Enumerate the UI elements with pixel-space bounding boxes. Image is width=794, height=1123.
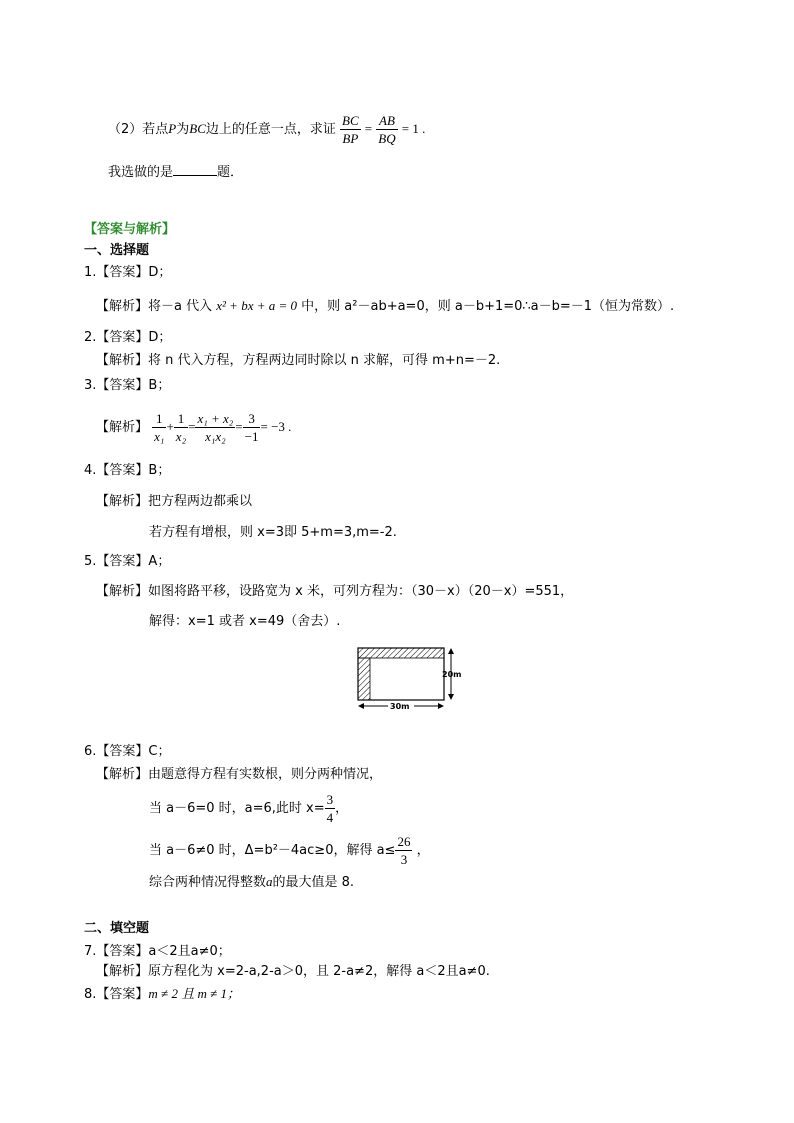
analysis-7: 【解析】原方程化为 x=2-a,2-a＞0，且 2-a≠2，解得 a＜2且a≠0.	[96, 964, 490, 979]
fraction-bc-bp: $\frac{BC}{BP}$	[342, 113, 359, 146]
analysis-6-case1: 当 a－6=0 时，a=6,此时 x= $\frac{3}{4}$ ，	[149, 792, 349, 825]
analysis-6-conclusion: 综合两种情况得整数a的最大值是 8.	[149, 874, 355, 890]
arrow-right-icon	[438, 703, 444, 709]
section-heading-fill: 二、填空题	[84, 921, 150, 936]
answer-5: 5.【答案】A；	[84, 554, 171, 569]
analysis-3: 【解析】 $\frac{1}{\text{x₁}}$ + $\frac{1}{\text{x₂}}$ = $\frac{\text{x₁ + x₂}}{\text{x₁x₂}}$ = $\frac{3}{-1}$ = −3 .	[96, 411, 292, 444]
answer-6: 6.【答案】C；	[84, 744, 171, 759]
fraction-ab-bq: $\frac{AB}{BQ}$	[378, 113, 396, 146]
road-horizontal	[358, 648, 444, 658]
arrow-up-icon	[448, 648, 454, 654]
section-heading-choice: 一、选择题	[84, 243, 150, 258]
analysis-2: 【解析】将 n 代入方程，方程两边同时除以 n 求解，可得 m+n=－2.	[96, 353, 501, 368]
analysis-6: 【解析】由题意得方程有实数根，则分两种情况，	[96, 767, 383, 782]
road-vertical	[358, 658, 370, 700]
label-20m: 20m	[442, 670, 462, 679]
arrow-left-icon	[358, 703, 364, 709]
analysis-1: 【解析】将－a 代入 x² + bx + a = 0 中，则 a²－ab+a=0，则 a－b+1=0∴a－b=－1（恒为常数）.	[96, 298, 675, 314]
answer-1: 1.【答案】D；	[84, 265, 172, 280]
analysis-4: 【解析】把方程两边都乘以	[96, 494, 253, 509]
arrow-down-icon	[448, 694, 454, 700]
answer-4: 4.【答案】B；	[84, 463, 171, 478]
answer-3: 3.【答案】B；	[84, 378, 171, 393]
road-diagram	[350, 644, 470, 714]
question-2: （2）若点P为BC边上的任意一点，求证 $\frac{BC}{BP}$ = $\frac{AB}{BQ}$ = 1 .	[108, 113, 426, 146]
choice-line: 我选做的是 题．	[108, 161, 243, 182]
road-figure	[350, 644, 470, 714]
label-30m: 30m	[390, 702, 410, 711]
answer-2: 2.【答案】D；	[84, 330, 172, 345]
analysis-5: 【解析】如图将路平移，设路宽为 x 米，可列方程为：（30－x）（20－x）=551，	[96, 584, 574, 599]
analysis-4-line2: 若方程有增根，则 x=3即 5+m=3,m=-2.	[149, 525, 397, 540]
answers-header: 【答案与解析】	[84, 222, 176, 237]
blank-line	[173, 161, 217, 176]
analysis-6-case2: 当 a－6≠0 时，Δ=b²－4ac≥0，解得 a≤ $\frac{26}{3}$ ，	[149, 834, 430, 867]
answer-7: 7.【答案】a＜2且a≠0；	[84, 944, 231, 959]
analysis-5-line2: 解得：x=1 或者 x=49（舍去）.	[149, 614, 341, 629]
answer-8: 8.【答案】m ≠ 2 且 m ≠ 1；	[84, 986, 240, 1002]
